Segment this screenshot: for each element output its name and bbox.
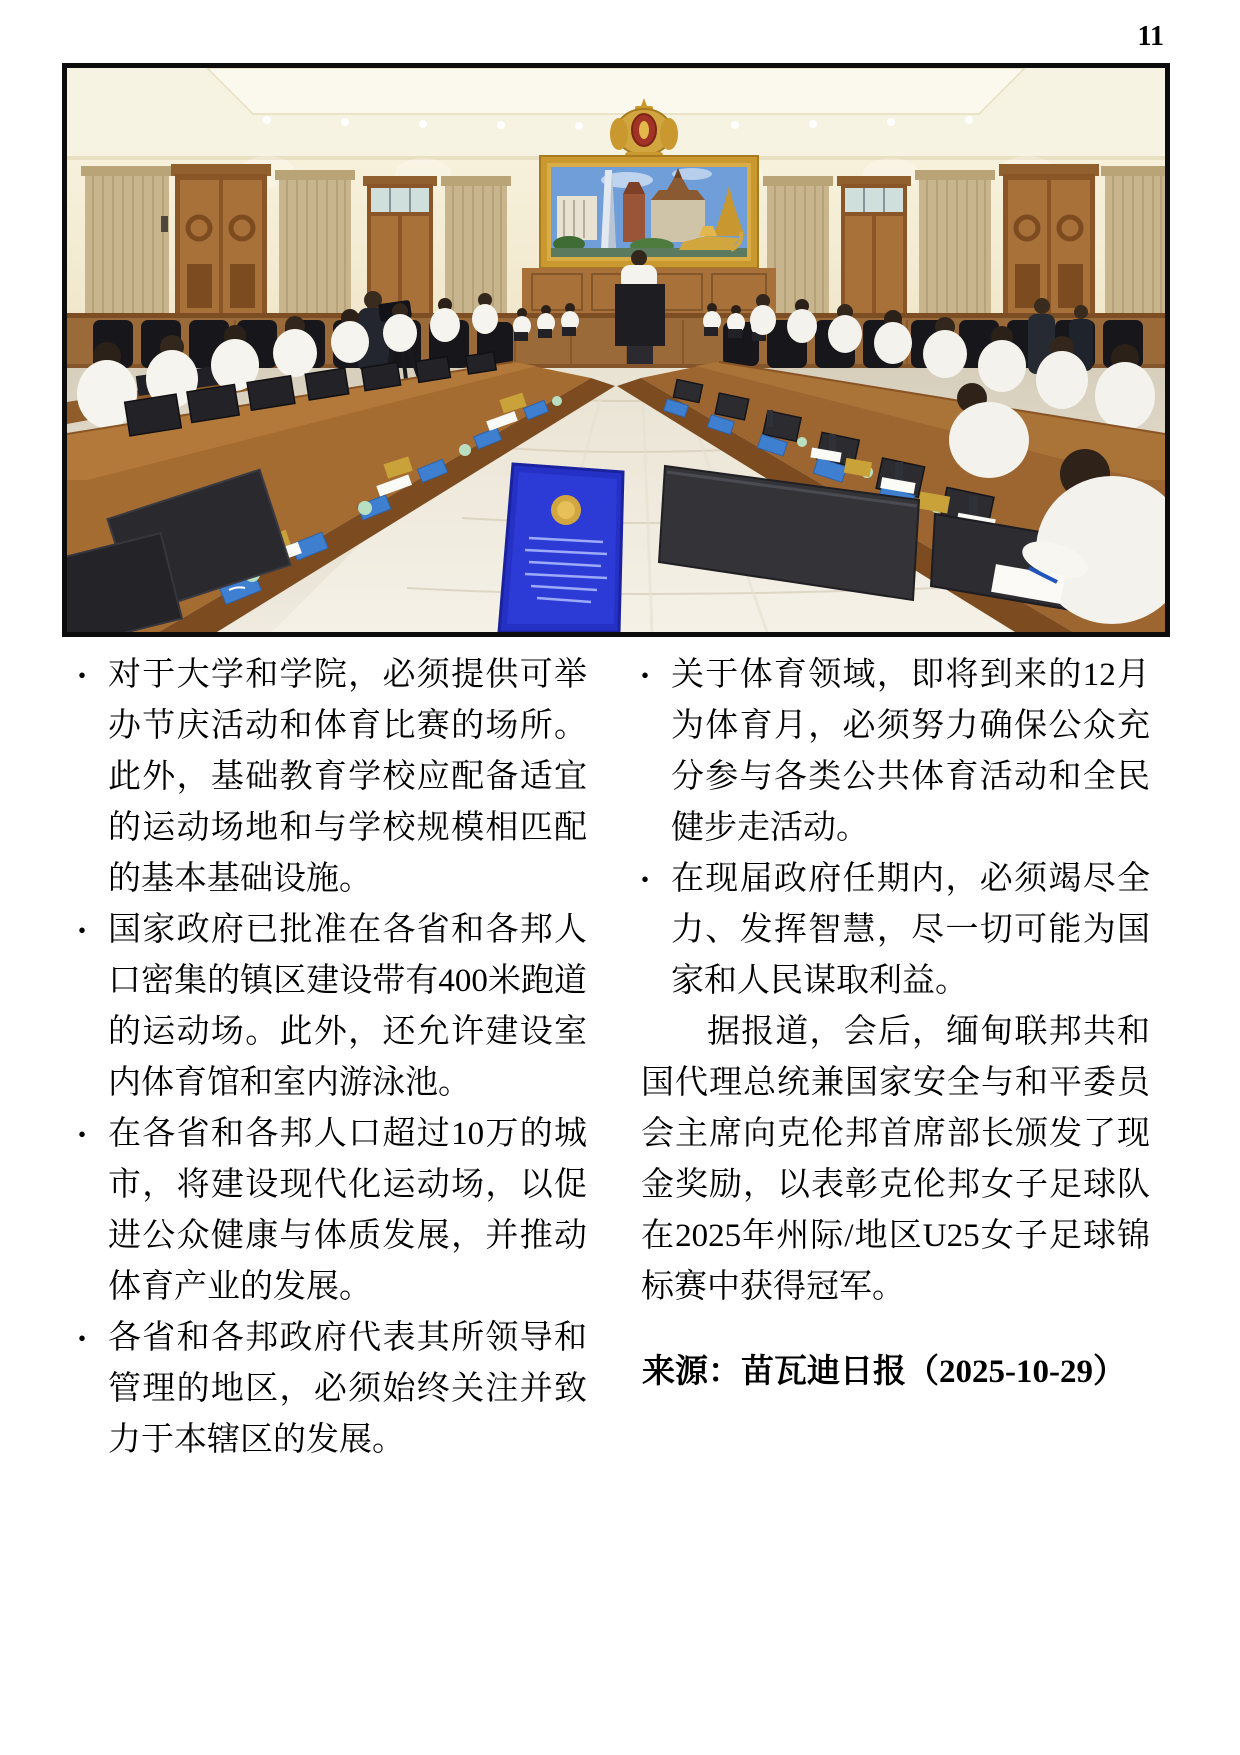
large-door xyxy=(999,164,1099,316)
curtain xyxy=(1101,166,1165,318)
report-paragraph: 据报道，会后，缅甸联邦共和国代理总统兼国家安全与和平委员会主席向克伦邦首席部长颁发了现金奖励，以表彰克伦邦女子足球队在2025年州际/地区U25女子足球锦标赛中获得冠军。 xyxy=(641,1014,1150,1305)
bullet-text: 在各省和各邦人口超过10万的城市，将建设现代化运动场，以促进公众健康与体质发展，并推动体育产业的发展。 xyxy=(108,1116,587,1305)
bullet-icon: • xyxy=(78,918,87,943)
bullet-icon: • xyxy=(78,1122,87,1147)
bullet-icon: • xyxy=(78,663,87,688)
list-item xyxy=(641,650,1150,854)
wall-sconce xyxy=(161,216,168,232)
bullet-text: 对于大学和学院，必须提供可举办节庆活动和体育比赛的场所。此外，基础教育学校应配备适宜的运动场地和与学校规模相匹配的基本基础设施。 xyxy=(108,657,587,897)
page-number: 11 xyxy=(1137,21,1164,52)
source-attribution: 来源：苗瓦迪日报（2025-10-29） xyxy=(642,1354,1126,1390)
bullet-icon: • xyxy=(641,867,650,892)
bullet-text: 各省和各邦政府代表其所领导和管理的地区，必须始终关注并致力于本辖区的发展。 xyxy=(108,1320,587,1458)
curtain xyxy=(275,170,355,318)
left-wall-doors-curtains xyxy=(81,164,511,318)
curtain xyxy=(81,166,173,318)
bullet-icon: • xyxy=(641,663,650,688)
list-item xyxy=(78,1313,587,1466)
curtain xyxy=(441,176,511,318)
article-body xyxy=(78,650,1150,1466)
bullet-text: 关于体育领域，即将到来的12月为体育月，必须努力确保公众充分参与各类公共体育活动和全民健步走活动。 xyxy=(671,657,1150,846)
bullet-text: 国家政府已批准在各省和各邦人口密集的镇区建设带有400米跑道的运动场。此外，还允许建设室内体育馆和室内游泳池。 xyxy=(108,912,587,1101)
bullet-icon: • xyxy=(78,1326,87,1351)
right-column xyxy=(641,650,1150,1466)
list-item xyxy=(78,905,587,1109)
list-item xyxy=(78,650,587,905)
mural-painting xyxy=(540,156,758,268)
bullet-text: 在现届政府任期内，必须竭尽全力、发挥智慧，尽一切可能为国家和人民谋取利益。 xyxy=(671,861,1150,999)
meeting-room-illustration xyxy=(67,68,1165,632)
curtain xyxy=(915,170,995,318)
large-door xyxy=(171,164,271,316)
list-item xyxy=(78,1109,587,1313)
list-item xyxy=(641,854,1150,1007)
presentation-screen xyxy=(499,464,623,632)
small-door xyxy=(837,176,911,316)
left-column xyxy=(78,650,587,1466)
meeting-photo xyxy=(62,63,1170,637)
